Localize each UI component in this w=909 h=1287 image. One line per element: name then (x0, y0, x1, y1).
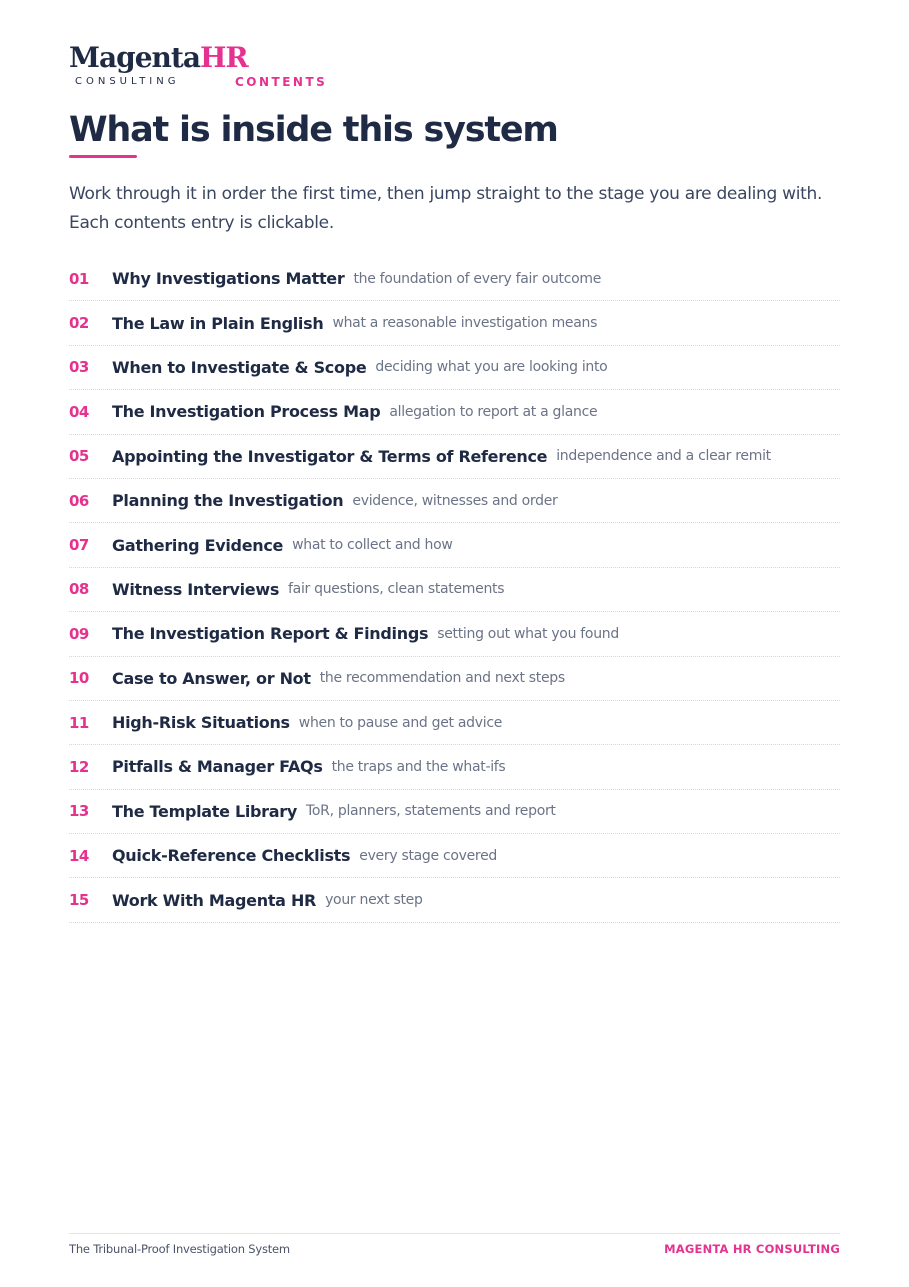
toc-entry-description: the recommendation and next steps (319, 670, 565, 687)
toc-entry-description: every stage covered (359, 847, 497, 864)
toc-entry-title: Work With Magenta HR (112, 890, 317, 910)
toc-entry-number: 14 (69, 846, 89, 865)
toc-entry-title: Witness Interviews (112, 579, 280, 599)
toc-entry-number: 13 (69, 802, 89, 821)
toc-entry-title: Gathering Evidence (112, 535, 284, 555)
toc-entry-description: the foundation of every fair outcome (353, 270, 602, 287)
toc-entry-15[interactable] (69, 878, 840, 922)
toc-entry-number: 03 (69, 358, 89, 377)
toc-entry-12[interactable] (69, 745, 840, 789)
toc-entry-description: what a reasonable investigation means (332, 315, 598, 332)
toc-entry-number: 08 (69, 580, 89, 599)
toc-entry-number: 10 (69, 669, 89, 688)
toc-entry-05[interactable] (69, 435, 840, 479)
toc-entry-title: The Investigation Process Map (112, 402, 381, 422)
contents-list (69, 257, 840, 923)
toc-entry-description: fair questions, clean statements (288, 581, 505, 598)
toc-entry-description: when to pause and get advice (298, 714, 503, 731)
brand-logo (69, 42, 248, 74)
footer-document-title: The Tribunal-Proof Investigation System (69, 1242, 290, 1256)
intro-text (69, 180, 849, 238)
toc-entry-title: Planning the Investigation (112, 491, 344, 511)
toc-entry-description: setting out what you found (437, 625, 619, 642)
toc-entry-07[interactable] (69, 523, 840, 567)
toc-entry-number: 11 (69, 713, 89, 732)
toc-entry-06[interactable] (69, 479, 840, 523)
toc-entry-description: deciding what you are looking into (375, 359, 608, 376)
toc-entry-03[interactable] (69, 346, 840, 390)
toc-entry-title: Pitfalls & Manager FAQs (112, 757, 323, 777)
toc-entry-11[interactable] (69, 701, 840, 745)
toc-entry-description: allegation to report at a glance (389, 403, 598, 420)
title-underline (69, 155, 137, 158)
toc-entry-number: 05 (69, 447, 89, 466)
intro-line-2: Each contents entry is clickable. (69, 213, 334, 233)
toc-entry-number: 15 (69, 891, 89, 910)
brand-tagline: CONSULTING (75, 76, 180, 87)
toc-entry-title: The Law in Plain English (112, 313, 324, 333)
toc-entry-description: what to collect and how (292, 537, 453, 554)
toc-entry-number: 02 (69, 314, 89, 333)
toc-entry-number: 04 (69, 402, 89, 421)
toc-entry-description: ToR, planners, statements and report (306, 803, 556, 820)
toc-entry-10[interactable] (69, 657, 840, 701)
toc-entry-04[interactable] (69, 390, 840, 434)
intro-line-1: Work through it in order the first time, then jump straight to the stage you are dealing with. (69, 184, 823, 204)
brand-logo-block (69, 42, 248, 87)
toc-entry-number: 09 (69, 624, 89, 643)
toc-entry-title: Appointing the Investigator & Terms of Reference (112, 446, 548, 466)
toc-entry-number: 07 (69, 536, 89, 555)
toc-entry-description: evidence, witnesses and order (352, 492, 558, 509)
logo-accent: HR (199, 41, 248, 74)
toc-entry-title: Why Investigations Matter (112, 269, 345, 289)
toc-entry-number: 12 (69, 757, 89, 776)
toc-entry-14[interactable] (69, 834, 840, 878)
toc-entry-title: When to Investigate & Scope (112, 357, 367, 377)
toc-entry-title: Quick-Reference Checklists (112, 846, 351, 866)
logo-main: Magenta (69, 41, 200, 74)
toc-entry-description: your next step (325, 892, 423, 909)
toc-entry-title: The Template Library (112, 801, 297, 821)
toc-entry-description: the traps and the what-ifs (331, 758, 506, 775)
section-label: CONTENTS (235, 75, 328, 89)
toc-entry-number: 01 (69, 269, 89, 288)
toc-entry-08[interactable] (69, 568, 840, 612)
toc-entry-number: 06 (69, 491, 89, 510)
toc-entry-13[interactable] (69, 790, 840, 834)
page-title: What is inside this system (69, 110, 558, 150)
toc-entry-title: High-Risk Situations (112, 713, 290, 733)
toc-entry-description: independence and a clear remit (556, 448, 771, 465)
toc-entry-title: The Investigation Report & Findings (112, 624, 429, 644)
toc-entry-02[interactable] (69, 301, 840, 345)
toc-entry-title: Case to Answer, or Not (112, 668, 311, 688)
toc-entry-01[interactable] (69, 257, 840, 301)
footer-divider (69, 1233, 840, 1234)
toc-entry-09[interactable] (69, 612, 840, 656)
footer-brand: MAGENTA HR CONSULTING (664, 1242, 840, 1256)
